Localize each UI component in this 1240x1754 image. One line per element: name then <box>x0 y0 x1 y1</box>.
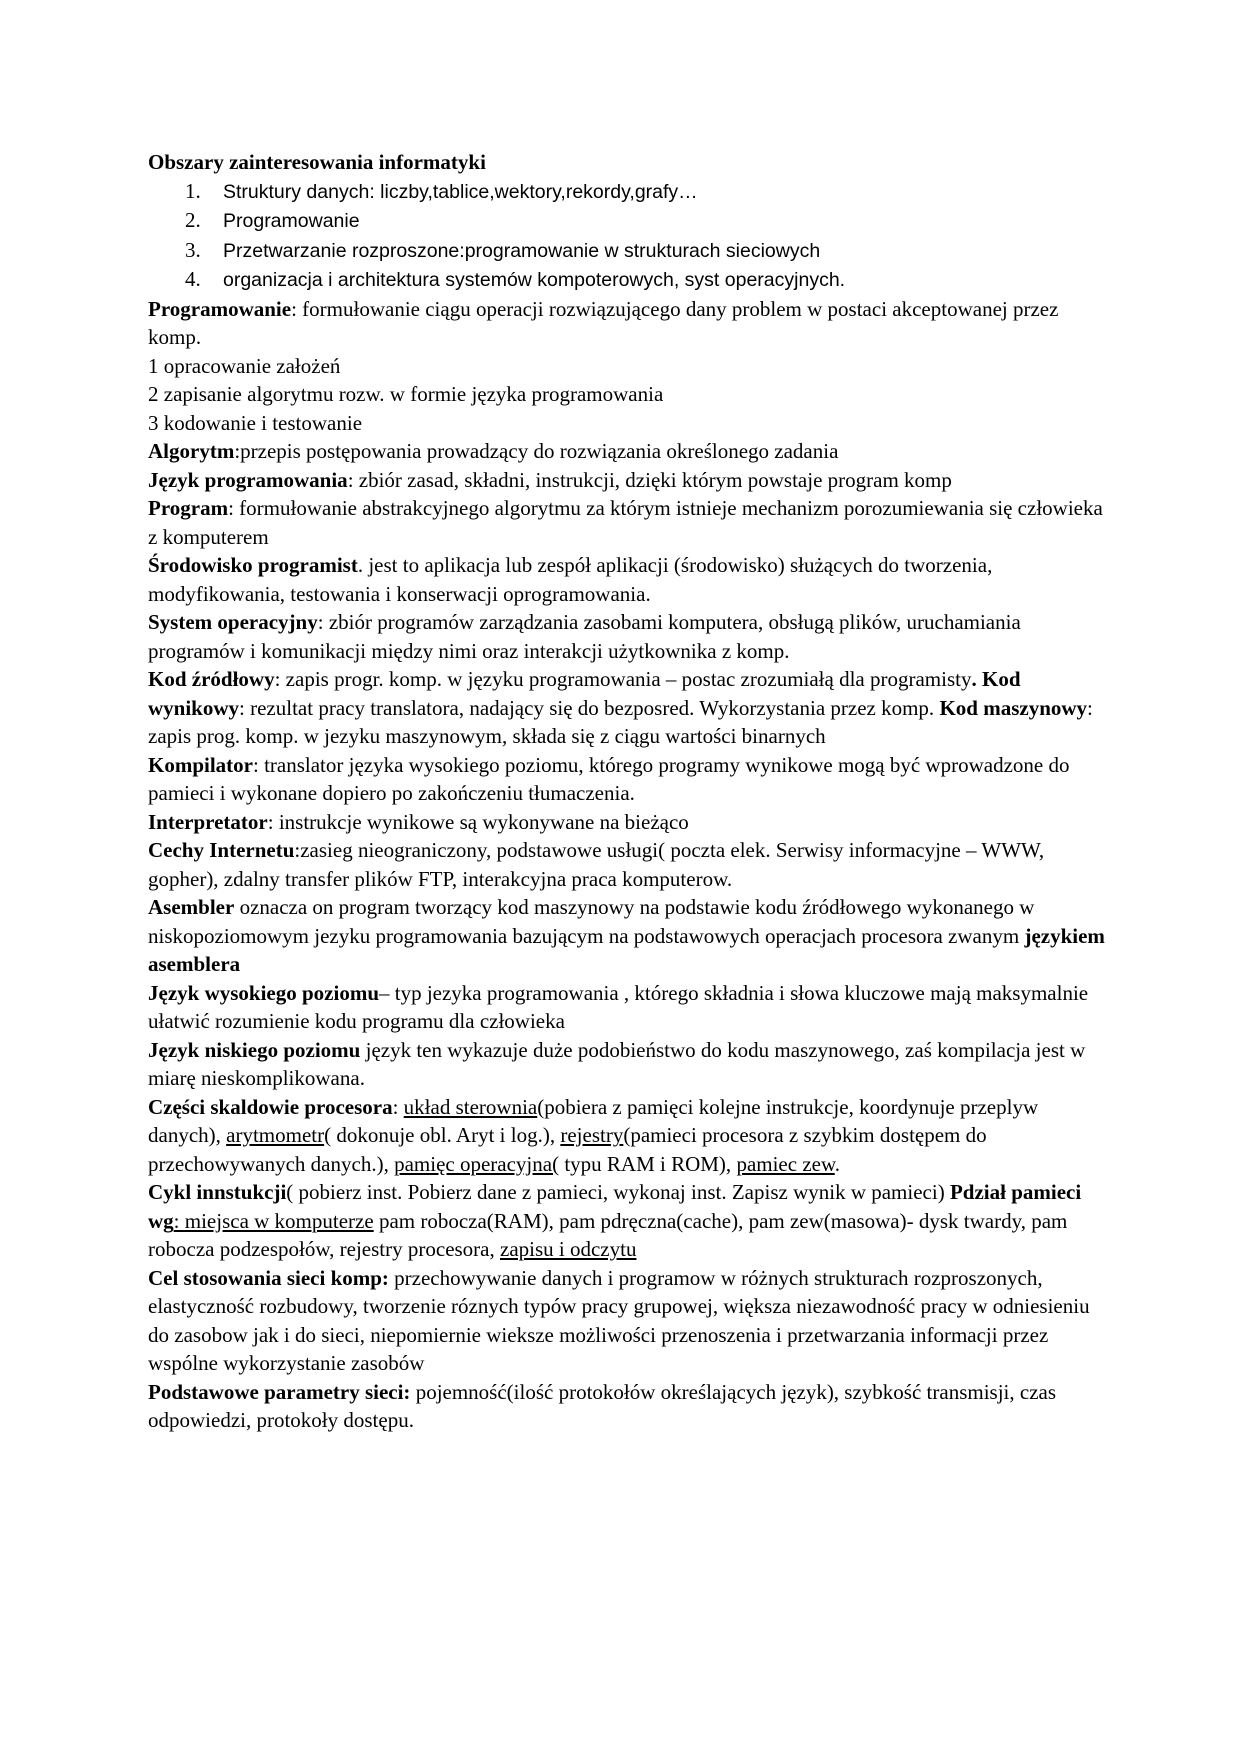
list-item-text: Struktury danych: liczby,tablice,wektory,rekordy,grafy… <box>223 180 698 203</box>
term-kod-wynikowy: . Kod wynikowy <box>148 667 1021 720</box>
term-srodowisko: Środowisko programist <box>148 553 358 577</box>
definition-cykl-instrukcji: ( pobierz inst. Pobierz dane z pamieci, wykonaj inst. Zapisz wynik w pamieci) <box>286 1180 950 1204</box>
underlined-pamiec-operacyjna: pamięc operacyjna( <box>394 1151 560 1176</box>
list-item-text: Programowanie <box>223 210 360 232</box>
definition-srodowisko: . jest to aplikacja lub zespół aplikacji (środowisko) służących do tworzenia, modyfikowania, testowania i konserwacji oprogramowania. <box>148 553 993 606</box>
term-kod-maszynowy: Kod maszynowy <box>939 695 1088 720</box>
paragraph-jezyk-programowania <box>148 466 1108 495</box>
term-asembler: Asembler <box>148 895 235 919</box>
list-item-text: Przetwarzanie rozproszone:programowanie w strukturach sieciowych <box>223 239 821 262</box>
text-segment: : <box>392 1094 404 1119</box>
term-jezyk-programowania: Język programowania <box>148 467 348 492</box>
paragraph-jezyk-wysokiego-poziomu <box>148 979 1108 1036</box>
list-item-text: organizacja i architektura systemów kompoterowych, syst operacyjnych. <box>223 269 846 291</box>
term-programowanie: Programowanie <box>148 296 292 321</box>
paragraph-algorytm <box>148 437 1108 466</box>
paragraph-system-operacyjny <box>148 608 1108 665</box>
underlined-rejestry: rejestry <box>560 1123 624 1147</box>
definition-kod-maszynowy: : zapis prog. komp. w jezyku maszynowym, składa się z ciągu wartości binarnych <box>148 695 1093 748</box>
list-number: 4. <box>185 267 201 291</box>
paragraph-parametry-sieci <box>148 1378 1108 1435</box>
term-kod-zrodlowy: Kod źródłowy <box>148 667 275 691</box>
text-segment: . <box>834 1151 841 1176</box>
term-kompilator: Kompilator <box>148 752 253 777</box>
paragraph-interpretator <box>148 808 1108 837</box>
list-item <box>185 206 1140 236</box>
paragraph-program <box>148 494 1108 551</box>
definition-cel-sieci: przechowywanie danych i programow w różnych strukturach rozproszonych, elastyczność rozbudowy, tworzenie róznych typów pracy grupowej, większa niezawodność pracy w odniesieniu do zasobow jak i do sieci, niepomiernie wieksze możliwości przenoszenia i przetwarzania informacji przez wspólne wykorzystanie zasobów <box>148 1265 1090 1375</box>
text-segment: (pamieci procesora z szybkim dostępem do przechowywanych danych.), <box>148 1123 987 1176</box>
definition-parametry-sieci: pojemność(ilość protokołów określających język), szybkość transmisji, czas odpowiedzi, protokoły dostępu. <box>148 1379 1057 1432</box>
definition-system-operacyjny: : zbiór programów zarządzania zasobami komputera, obsługą plików, uruchamiania programów i komunikacji między nimi oraz interakcji użytkownika z komp. <box>148 610 1021 663</box>
paragraph-asembler <box>148 893 1108 979</box>
term-cykl-instrukcji: Cykl innstukcji <box>148 1180 287 1204</box>
term-interpretator: Interpretator <box>148 809 268 834</box>
step-2: 2 zapisanie algorytmu rozw. w formie języka programowania <box>148 382 664 406</box>
definition-kod-zrodlowy: : zapis progr. komp. w języku programowania – postac zrozumiałą dla programisty <box>274 667 972 691</box>
list-number: 2. <box>185 208 201 232</box>
paragraph-cel-sieci <box>148 1264 1108 1378</box>
definition-kod-wynikowy: : rezultat pracy translatora, nadający się do bezposred. Wykorzystania przez komp. <box>239 695 940 720</box>
paragraph-kody <box>148 665 1108 751</box>
term-procesor: Części skaldowie procesora <box>148 1094 393 1119</box>
definition-podzial-pamieci: pam robocza(RAM), pam pdręczna(cache), pam zew(masowa)- dysk twardy, pam robocza podzespołów, rejestry procesora, <box>148 1208 1068 1261</box>
term-podzial-pamieci: Pdział pamieci wg <box>148 1180 1082 1233</box>
term-algorytm: Algorytm <box>148 439 235 463</box>
term-jezyk-wysokiego-poziomu: Język wysokiego poziomu <box>148 980 379 1005</box>
paragraph-kompilator <box>148 751 1108 808</box>
term-jezyk-niskiego-poziomu: Język niskiego poziomu <box>148 1037 361 1062</box>
definition-programowanie: : formułowanie ciągu operacji rozwiązującego dany problem w postaci akceptowanej przez komp. <box>148 296 1059 349</box>
definition-internet: :zasieg nieograniczony, podstawowe usługi( poczta elek. Serwisy informacyjne – WWW, gopher), zdalny transfer plików FTP, interakcyjna praca komputerow. <box>148 838 1045 891</box>
underlined-arytmometr: arytmometr <box>226 1123 325 1147</box>
list-item <box>185 236 1140 266</box>
paragraph-internet <box>148 836 1108 893</box>
definition-jezyk-programowania: : zbiór zasad, składni, instrukcji, dzięki którym powstaje program komp <box>347 467 952 492</box>
step-1: 1 opracowanie założeń <box>148 353 341 378</box>
list-number: 3. <box>185 237 201 262</box>
paragraph-cykl-instrukcji <box>148 1178 1108 1264</box>
definition-program: : formułowanie abstrakcyjnego algorytmu za którym istnieje mechanizm porozumiewania się człowieka z komputerem <box>148 496 1103 549</box>
text-segment: (pobiera z pamięci kolejne instrukcje, koordynuje przeplyw danych), <box>148 1094 1039 1147</box>
paragraph-srodowisko <box>148 551 1108 608</box>
definition-kompilator: : translator języka wysokiego poziomu, którego programy wynikowe mogą być wprowadzone do pamieci i wykonane dopiero po zakończeniu tłumaczenia. <box>148 752 1070 805</box>
underlined-miejsca-w-komputerze: : miejsca w komputerze <box>173 1208 374 1233</box>
underlined-uklad-sterownia: układ sterownia <box>403 1094 538 1119</box>
term-system-operacyjny: System operacyjny <box>148 610 318 634</box>
term-jezyk-asemblera: językiem asemblera <box>148 923 1105 976</box>
step-3: 3 kodowanie i testowanie <box>148 410 363 435</box>
definition-algorytm: :przepis postępowania prowadzący do rozwiązania określonego zadania <box>234 439 839 463</box>
list-item <box>185 177 1140 207</box>
term-program: Program <box>148 496 229 520</box>
underlined-pamiec-zew: pamiec zew <box>736 1151 835 1176</box>
paragraph-programowanie <box>148 295 1108 352</box>
definition-asembler: oznacza on program tworzący kod maszynowy na podstawie kodu źródłowego wykonanego w niskopoziomowym jezyku programowania bazującym na podstawowych operacjach procesora zwanym <box>148 895 1035 948</box>
list-item <box>185 265 1140 295</box>
term-parametry-sieci: Podstawowe parametry sieci: <box>148 1379 411 1404</box>
paragraph-jezyk-niskiego-poziomu <box>148 1036 1108 1093</box>
text-segment: ( dokonuje obl. Aryt i log.), <box>324 1123 561 1147</box>
list-number: 1. <box>185 178 201 203</box>
text-segment: typu RAM i ROM), <box>559 1151 737 1176</box>
underlined-zapisu-i-odczytu: zapisu i odczytu <box>500 1237 637 1261</box>
definition-interpretator: : instrukcje wynikowe są wykonywane na bieżąco <box>267 809 689 834</box>
definition-jezyk-niskiego-poziomu: język ten wykazuje duże podobieństwo do kodu maszynowego, zaś kompilacja jest w miarę nieskomplikowana. <box>148 1037 1086 1090</box>
term-internet: Cechy Internetu <box>148 838 295 862</box>
areas-list <box>148 177 1140 295</box>
paragraph-procesor <box>148 1093 1108 1179</box>
term-cel-sieci: Cel stosowania sieci komp: <box>148 1265 389 1290</box>
document-title: Obszary zainteresowania informatyki <box>148 150 486 174</box>
definition-jezyk-wysokiego-poziomu: – typ jezyka programowania , którego składnia i słowa kluczowe mają maksymalnie ułatwić rozumienie kodu programu dla człowieka <box>148 980 1089 1033</box>
